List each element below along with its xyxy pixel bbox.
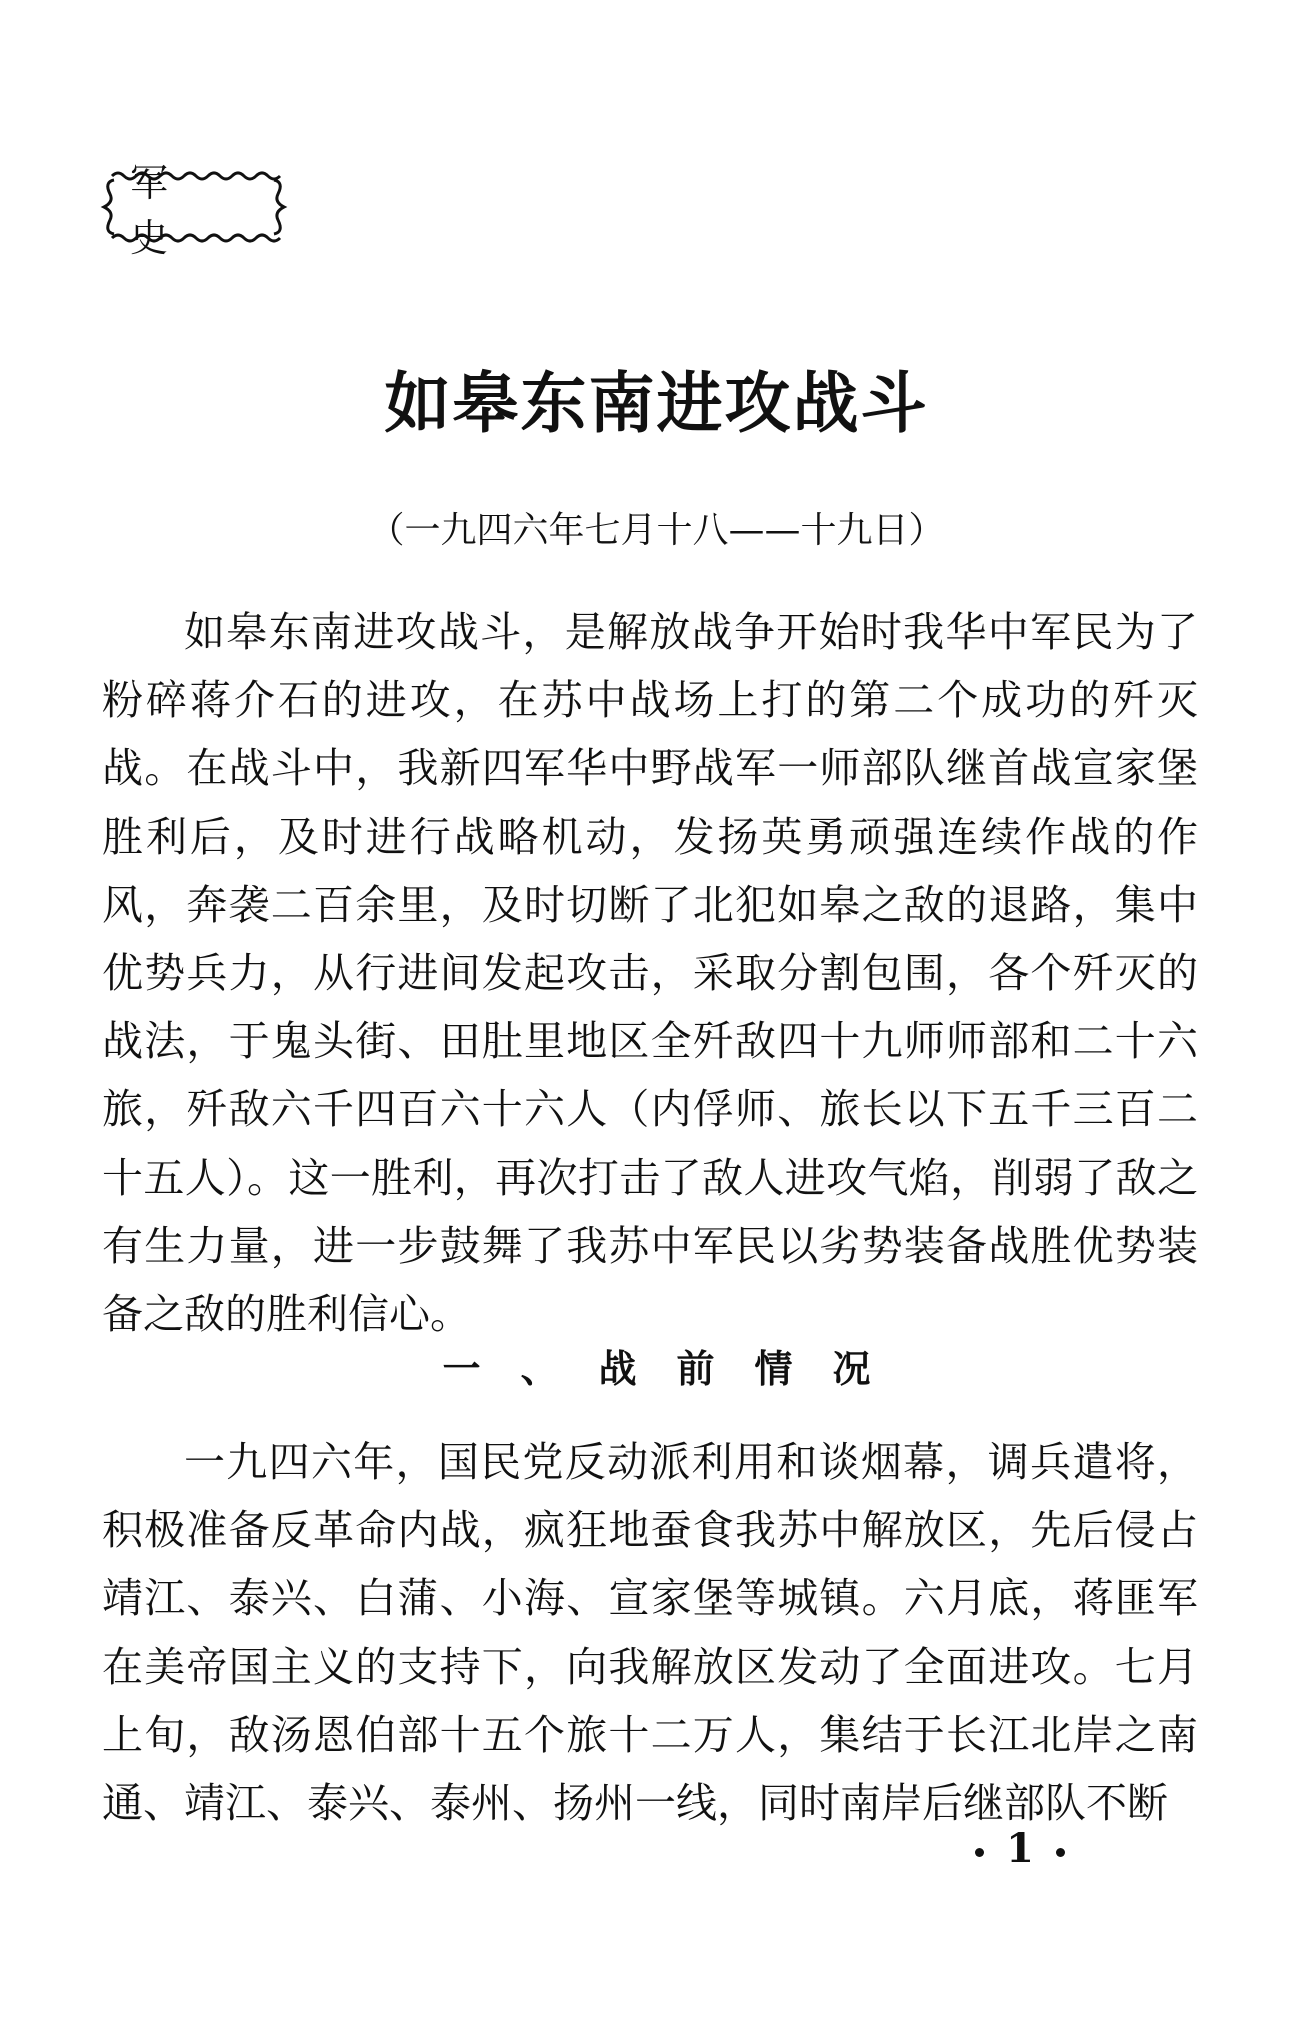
article-date-range: （一九四六年七月十八——十九日） — [368, 510, 945, 551]
section-paragraph: 一九四六年，国民党反动派利用和谈烟幕，调兵遣将，积极准备反革命内战，疯狂地蚕食我苏中解放区，先后侵占靖江、泰兴、白蒲、小海、宣家堡等城镇。六月底，蒋匪军在美帝国主义的支持下，向我解放区发动了全面进攻。七月上旬，敌汤恩伯部十五个旅十二万人，集结于长江北岸之南通、靖江、泰兴、泰州、扬州一线，同时南岸后继部队不断 — [102, 1438, 1198, 1828]
page-number-value: 1 — [1006, 1825, 1034, 1872]
intro-paragraph: 如皋东南进攻战斗，是解放战争开始时我华中军民为了粉碎蒋介石的进攻，在苏中战场上打的第二个成功的歼灭战。在战斗中，我新四军华中野战军一师部队继首战宣家堡胜利后，及时进行战略机动，发扬英勇顽强连续作战的作风，奔袭二百余里，及时切断了北犯如皋之敌的退路，集中优势兵力，从行进间发起攻击，采取分割包围，各个歼灭的战法，于鬼头街、田肚里地区全歼敌四十九师师部和二十六旅，歼敌六千四百六十六人（内俘师、旅长以下五千三百二十五人）。这一胜利，再次打击了敌人进攻气焰，削弱了敌之有生力量，进一步鼓舞了我苏中军民以劣势装备战胜优势装备之敌的胜利信心。 — [102, 608, 1198, 1339]
page-number — [940, 1825, 1100, 1872]
section-badge — [100, 161, 288, 260]
article-title: 如皋东南进攻战斗 — [384, 365, 929, 442]
bullet-dot-icon — [975, 1848, 984, 1857]
section-badge-label: 军 史 — [130, 161, 203, 260]
bullet-dot-icon — [1056, 1848, 1065, 1857]
section-heading: 一、战前情况 — [442, 1347, 911, 1391]
